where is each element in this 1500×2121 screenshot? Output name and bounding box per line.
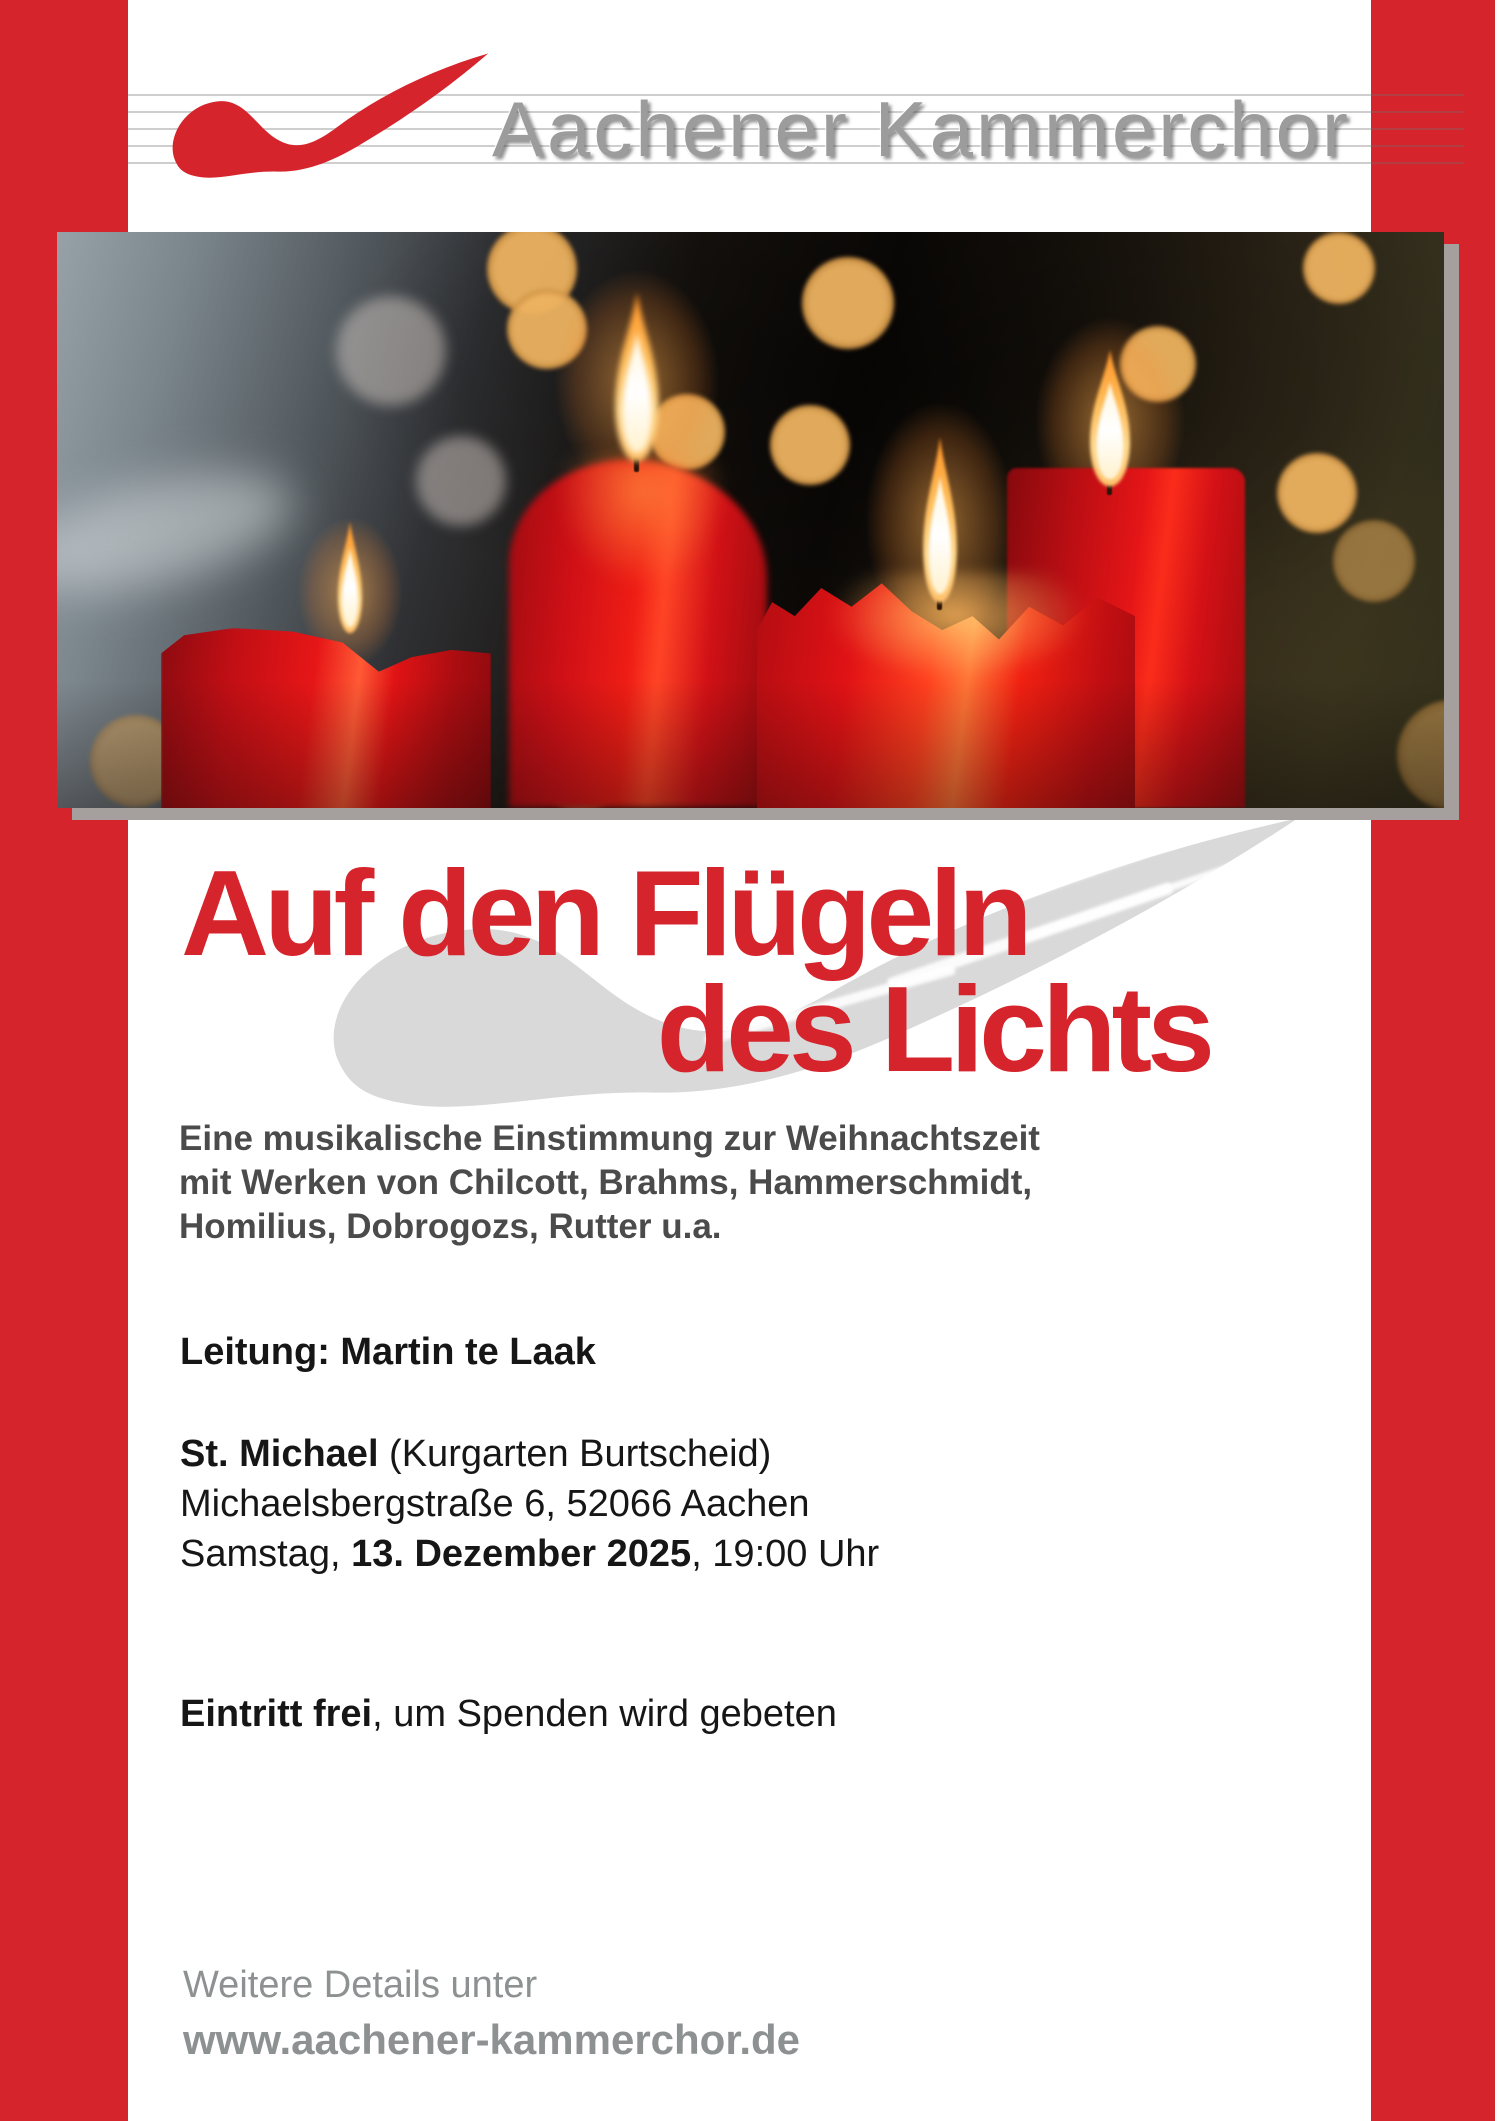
venue-suffix: (Kurgarten Burtscheid) <box>378 1433 772 1475</box>
subtitle-line: Eine musikalische Einstimmung zur Weihnachtszeit <box>179 1119 1040 1158</box>
subtitle-line: Homilius, Dobrogozs, Rutter u.a. <box>179 1207 722 1246</box>
venue-name: St. Michael <box>180 1433 379 1475</box>
hero-photo-candles <box>57 232 1444 808</box>
admission-line <box>180 1693 837 1736</box>
time-suffix: , 19:00 Uhr <box>691 1533 880 1575</box>
datetime-line <box>180 1533 879 1576</box>
admission-bold: Eintritt frei <box>180 1693 373 1735</box>
date-prefix: Samstag, <box>180 1533 352 1575</box>
concert-subtitle <box>179 1117 1040 1249</box>
photo-vignette <box>57 232 1444 808</box>
admission-rest: , um Spenden wird gebeten <box>372 1693 837 1735</box>
choir-logo-swoosh-icon <box>160 50 492 192</box>
subtitle-line: mit Werken von Chilcott, Brahms, Hammerschmidt, <box>179 1163 1033 1202</box>
footer-note: Weitere Details unter <box>183 1964 538 2006</box>
address-line: Michaelsbergstraße 6, 52066 Aachen <box>180 1483 810 1525</box>
venue-line <box>180 1433 771 1476</box>
date-value: 13. Dezember 2025 <box>351 1533 692 1575</box>
concert-title-line1: Auf den Flügeln <box>181 845 1028 981</box>
conductor-line: Leitung: Martin te Laak <box>180 1331 596 1373</box>
concert-title-line2: des Lichts <box>656 961 1210 1097</box>
website-link[interactable]: www.aachener-kammerchor.de <box>183 2016 801 2063</box>
choir-name: Aachener Kammerchor <box>492 85 1352 173</box>
